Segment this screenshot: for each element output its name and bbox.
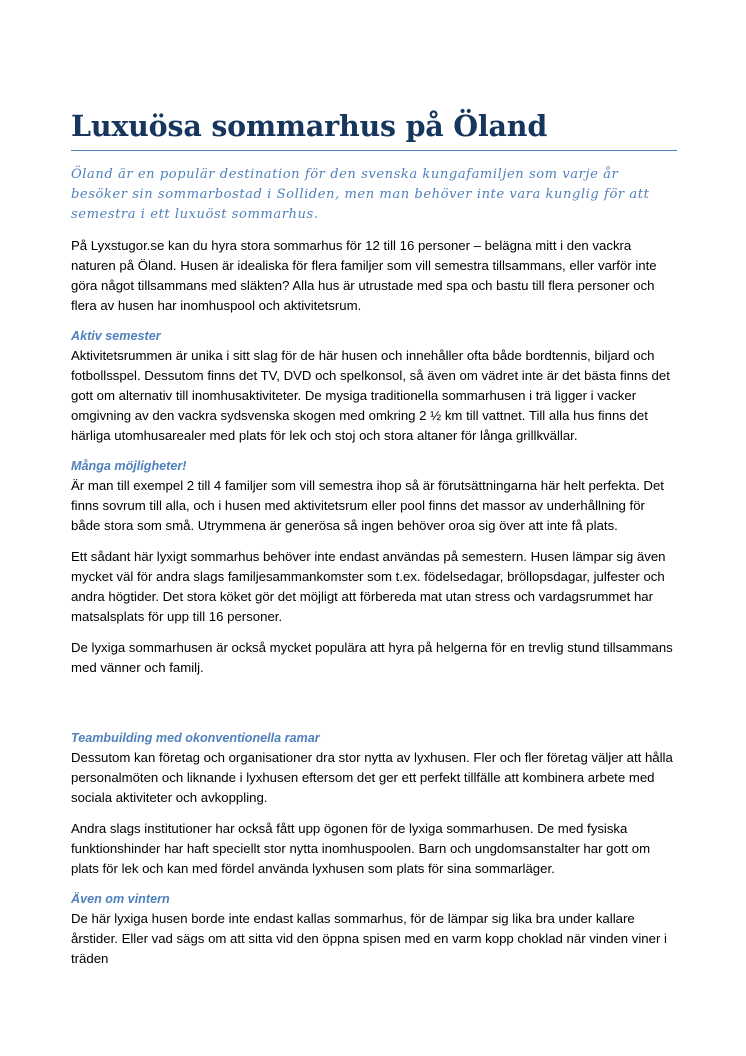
paragraph-families: Är man till exempel 2 till 4 familjer som vill semestra ihop så är förutsättningarna här helt perfekta. Det finns sovrum till alla, och i husen med aktivitetsrum eller pool finns det massor av underhållning för både stora som små. Utrymmena är generösa så ingen behöver oroa sig över att inte få plats. (71, 478, 664, 533)
heading-many-possibilities: Många möjligheter! (71, 459, 187, 473)
document-title: Luxuösa sommarhus på Öland (71, 108, 677, 151)
paragraph-weekends: De lyxiga sommarhusen är också mycket populära att hyra på helgerna för en trevlig stund tillsammans med vänner och familj. (71, 640, 673, 675)
paragraph-rental: På Lyxstugor.se kan du hyra stora sommarhus för 12 till 16 personer – belägna mitt i den vackra naturen på Öland. Husen är idealiska för flera familjer som vill semestra tillsammans, eller varför inte göra något tillsammans med släkten? Alla hus är utrustade med spa och bastu till flera personer och flera av husen har inomhuspool och aktivitetsrum. (71, 238, 657, 313)
heading-winter: Även om vintern (71, 892, 170, 906)
paragraph-gatherings: Ett sådant här lyxigt sommarhus behöver inte endast användas på semestern. Husen lämpar sig även mycket väl för andra slags familjesammankomster som t.ex. födelsedagar, bröllopsdagar, julfester och andra högtider. Det stora köket gör det möjligt att förbereda mat utan stress och vardagsrummet har matsalsplats för upp till 16 personer. (71, 549, 666, 624)
heading-teambuilding: Teambuilding med okonventionella ramar (71, 731, 320, 745)
intro-paragraph: Öland är en populär destination för den svenska kungafamiljen som varje år besöker sin sommarbostad i Solliden, men man behöver inte vara kunglig för att semestra i ett luxuöst sommarhus. (71, 167, 650, 222)
heading-active-vacation: Aktiv semester (71, 329, 161, 343)
paragraph-winter: De här lyxiga husen borde inte endast kallas sommarhus, för de lämpar sig lika bra under kallare årstider. Eller vad sägs om att sitta vid den öppna spisen med en varm kopp choklad när vinden viner i träden (71, 911, 667, 966)
document-content (71, 108, 677, 969)
paragraph-institutions: Andra slags institutioner har också fått upp ögonen för de lyxiga sommarhusen. De med fysiska funktionshinder har haft speciellt stor nytta inomhuspoolen. Barn och ungdomsanstalter har gott om plats för lek och kan med fördel använda lyxhusen som plats för sina sommarläger. (71, 821, 651, 876)
section-spacer (71, 678, 677, 718)
paragraph-companies: Dessutom kan företag och organisationer dra stor nytta av lyxhusen. Fler och fler företag väljer att hålla personalmöten och liknande i lyxhusen eftersom det ger ett perfekt tillfälle att kombinera arbete med sociala aktiviteter och avkoppling. (71, 750, 673, 805)
paragraph-activity-rooms: Aktivitetsrummen är unika i sitt slag för de här husen och innehåller ofta både bordtennis, biljard och fotbollsspel. Dessutom finns det TV, DVD och spelkonsol, så även om vädret inte är det bästa finns det gott om alternativ till inomhusaktiviteter. De mysiga traditionella sommarhusen i trä ligger i vacker omgivning av den vackra sydsvenska skogen med omkring 2 ½ km till vattnet. Till alla hus finns det härliga utomhusarealer med plats för lek och stoj och stora altaner för långa grillkvällar. (71, 348, 670, 443)
